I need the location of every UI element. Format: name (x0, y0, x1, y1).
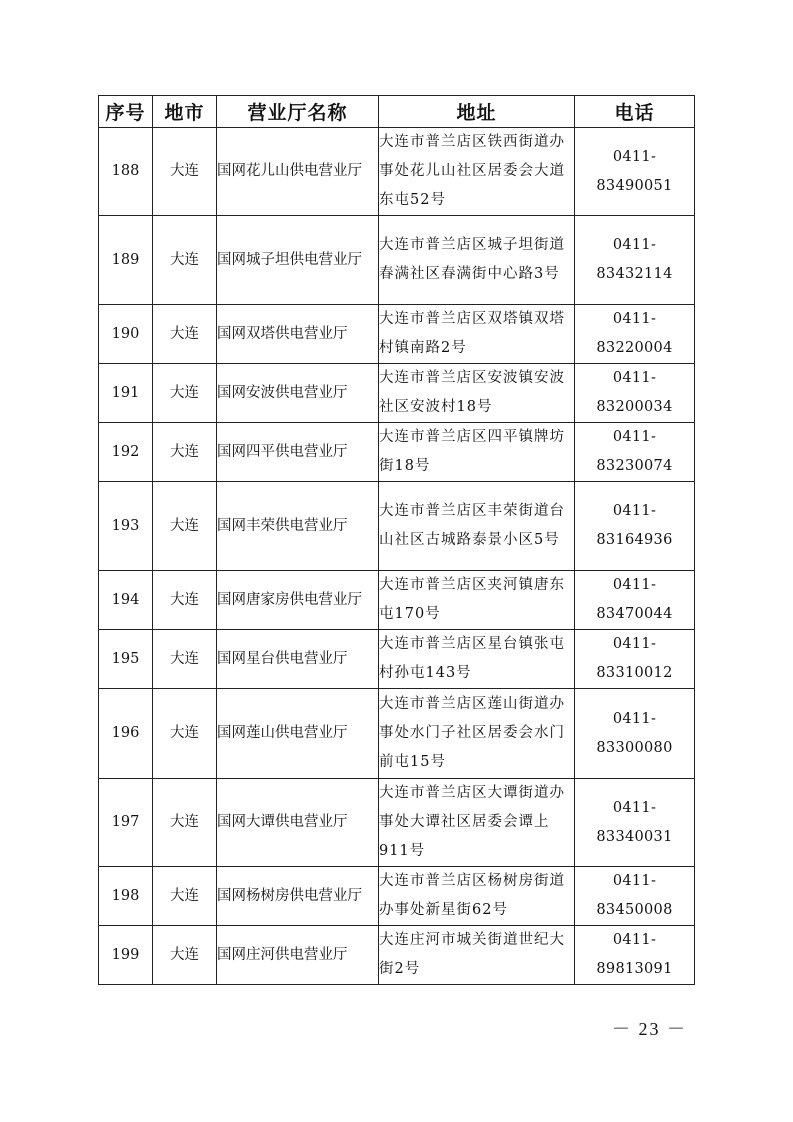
row-hall-name: 国网唐家房供电营业厅 (217, 571, 379, 630)
row-city: 大连 (153, 689, 217, 779)
row-address: 大连市普兰店区双塔镇双塔村镇南路2号 (379, 305, 575, 364)
row-city: 大连 (153, 364, 217, 423)
table-row (99, 571, 695, 630)
header-hall-name: 营业厅名称 (217, 96, 379, 128)
header-number: 序号 (99, 96, 153, 128)
row-phone: 0411-83230074 (575, 423, 695, 482)
row-city: 大连 (153, 423, 217, 482)
table-row (99, 423, 695, 482)
row-number: 189 (99, 216, 153, 305)
table-header-row (99, 96, 695, 128)
row-city: 大连 (153, 926, 217, 985)
row-phone: 0411-83300080 (575, 689, 695, 779)
row-hall-name: 国网星台供电营业厅 (217, 630, 379, 689)
row-hall-name: 国网大谭供电营业厅 (217, 779, 379, 867)
header-address: 地址 (379, 96, 575, 128)
row-phone: 0411-83310012 (575, 630, 695, 689)
row-phone: 0411-83340031 (575, 779, 695, 867)
row-hall-name: 国网杨树房供电营业厅 (217, 867, 379, 926)
row-number: 195 (99, 630, 153, 689)
row-address: 大连市普兰店区城子坦街道春满社区春满街中心路3号 (379, 216, 575, 305)
table-row (99, 630, 695, 689)
service-hall-table (98, 95, 695, 985)
row-address: 大连市普兰店区杨树房街道办事处新星街62号 (379, 867, 575, 926)
row-city: 大连 (153, 571, 217, 630)
table-row (99, 689, 695, 779)
table-row (99, 867, 695, 926)
header-city: 地市 (153, 96, 217, 128)
header-phone: 电话 (575, 96, 695, 128)
row-address: 大连市普兰店区大谭街道办事处大谭社区居委会谭上911号 (379, 779, 575, 867)
row-hall-name: 国网四平供电营业厅 (217, 423, 379, 482)
row-number: 196 (99, 689, 153, 779)
table-row (99, 364, 695, 423)
row-city: 大连 (153, 482, 217, 571)
table-row (99, 926, 695, 985)
row-phone: 0411-83432114 (575, 216, 695, 305)
row-city: 大连 (153, 867, 217, 926)
row-city: 大连 (153, 128, 217, 216)
table-row (99, 779, 695, 867)
row-address: 大连市普兰店区星台镇张屯村孙屯143号 (379, 630, 575, 689)
row-phone: 0411-83200034 (575, 364, 695, 423)
row-city: 大连 (153, 305, 217, 364)
row-address: 大连市普兰店区莲山街道办事处水门子社区居委会水门前屯15号 (379, 689, 575, 779)
row-hall-name: 国网双塔供电营业厅 (217, 305, 379, 364)
row-phone: 0411-83450008 (575, 867, 695, 926)
table-row (99, 305, 695, 364)
row-hall-name: 国网安波供电营业厅 (217, 364, 379, 423)
table-row (99, 216, 695, 305)
row-number: 194 (99, 571, 153, 630)
row-number: 197 (99, 779, 153, 867)
row-number: 191 (99, 364, 153, 423)
row-number: 188 (99, 128, 153, 216)
row-hall-name: 国网丰荣供电营业厅 (217, 482, 379, 571)
row-address: 大连市普兰店区铁西街道办事处花儿山社区居委会大道东屯52号 (379, 128, 575, 216)
row-number: 190 (99, 305, 153, 364)
row-number: 193 (99, 482, 153, 571)
table-row (99, 128, 695, 216)
row-number: 198 (99, 867, 153, 926)
row-number: 199 (99, 926, 153, 985)
page-number: － 23 － (612, 1019, 687, 1039)
table-row (99, 482, 695, 571)
row-number: 192 (99, 423, 153, 482)
row-city: 大连 (153, 216, 217, 305)
row-phone: 0411-83220004 (575, 305, 695, 364)
row-hall-name: 国网花儿山供电营业厅 (217, 128, 379, 216)
row-hall-name: 国网莲山供电营业厅 (217, 689, 379, 779)
row-address: 大连市普兰店区丰荣街道台山社区古城路泰景小区5号 (379, 482, 575, 571)
row-address: 大连市普兰店区安波镇安波社区安波村18号 (379, 364, 575, 423)
row-phone: 0411-89813091 (575, 926, 695, 985)
row-city: 大连 (153, 630, 217, 689)
row-address: 大连市普兰店区夹河镇唐东屯170号 (379, 571, 575, 630)
row-address: 大连庄河市城关街道世纪大街2号 (379, 926, 575, 985)
row-hall-name: 国网庄河供电营业厅 (217, 926, 379, 985)
row-hall-name: 国网城子坦供电营业厅 (217, 216, 379, 305)
row-address: 大连市普兰店区四平镇牌坊街18号 (379, 423, 575, 482)
row-phone: 0411-83164936 (575, 482, 695, 571)
row-phone: 0411-83470044 (575, 571, 695, 630)
row-city: 大连 (153, 779, 217, 867)
row-phone: 0411-83490051 (575, 128, 695, 216)
